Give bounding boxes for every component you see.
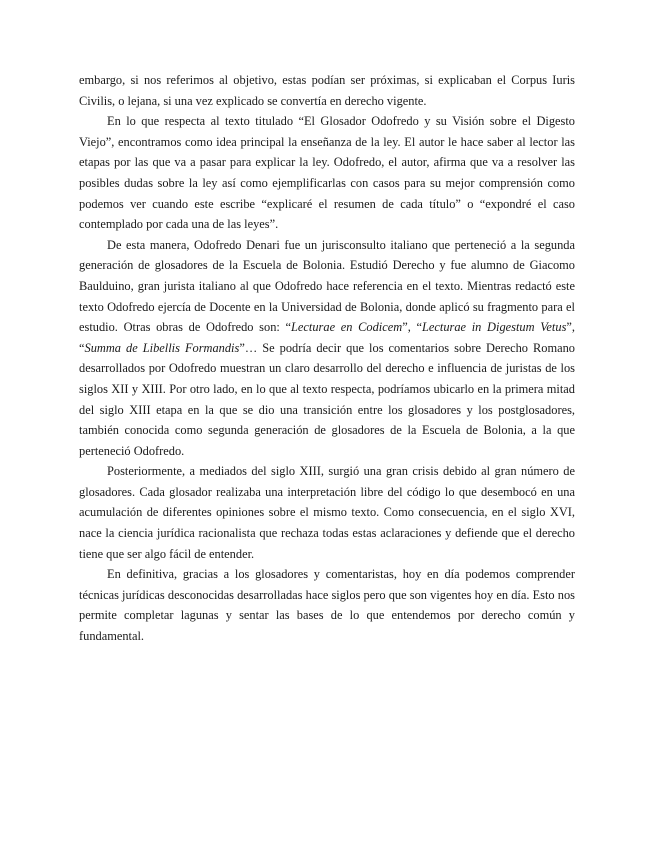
paragraph-glosador-text: En lo que respecta al texto titulado “El Glosador Odofredo y su Visión sobre el Digesto Viejo”, encontramos como idea principal la enseñanza de la ley. El autor le hace saber al lector las etapas por las que va a pasar para explicar la ley. Odofredo, el autor, afirma que va a resolver las posibles dudas sobre la ley así como ejemplificarlas con casos para su mejor comprensión como podemos ver cuando este escribe “explicaré el resumen de cada título” o “expondré el caso contemplado por cada una de las leyes”. (79, 114, 575, 232)
work-title-summa-libellis: Summa de Libellis Formandis (84, 340, 240, 355)
paragraph-conclusion: En definitiva, gracias a los glosadores y comentaristas, hoy en día podemos comprender técnicas jurídicas desconocidas desarrolladas hace siglos pero que son vigentes hoy en día. Esto nos permite completar lagunas y sentar las bases de lo que entendemos por derecho común y fundamental. (79, 567, 575, 644)
work-separator: ”, “ (79, 320, 576, 355)
work-separator: ”, “ (402, 320, 422, 335)
work-title-lecturae-digestum: Lecturae in Digestum Vetus (422, 320, 567, 335)
work-title-lecturae-codicem: Lecturae en Codicem (291, 320, 403, 335)
paragraph-odofredo-denari (79, 235, 575, 462)
body-text (79, 70, 575, 647)
paragraph-continuation: embargo, si nos referimos al objetivo, estas podían ser próximas, si explicaban el Corpus Iuris Civilis, o lejana, si una vez explicado se convertía en derecho vigente. (79, 73, 575, 108)
paragraph-text-part-b: ”… Se podría decir que los comentarios sobre Derecho Romano desarrollados por Odofredo muestran un claro desarrollo del derecho e influencia de juristas de los siglos XII y XIII. Por otro lado, en lo que al texto respecta, podríamos ubicarlo en la primera mitad del siglo XIII etapa en la que se dio una transición entre los glosadores y los postglosadores, también conocida como segunda generación de glosadores de la Escuela de Bolonia, a la que perteneció Odofredo. (79, 340, 575, 458)
paragraph-text-part-a: De esta manera, Odofredo Denari fue un jurisconsulto italiano que perteneció a la segunda generación de glosadores de la Escuela de Bolonia. Estudió Derecho y fue alumno de Giacomo Baulduino, gran jurista italiano al que Odofredo hace referencia en el texto. Mientras redactó este texto Odofredo ejercía de Docente en la Universidad de Bolonia, donde aplicó su fragmento para el estudio. Otras obras de Odofredo son: “ (79, 237, 575, 335)
paragraph-crisis: Posteriormente, a mediados del siglo XIII, surgió una gran crisis debido al gran número de glosadores. Cada glosador realizaba una interpretación libre del código lo que desembocó en una acumulación de diferentes opiniones sobre el mismo texto. Como consecuencia, en el siglo XVI, nace la ciencia jurídica racionalista que rechaza todas estas aclaraciones y defiende que el derecho tiene que ser algo fácil de entender. (79, 464, 575, 561)
